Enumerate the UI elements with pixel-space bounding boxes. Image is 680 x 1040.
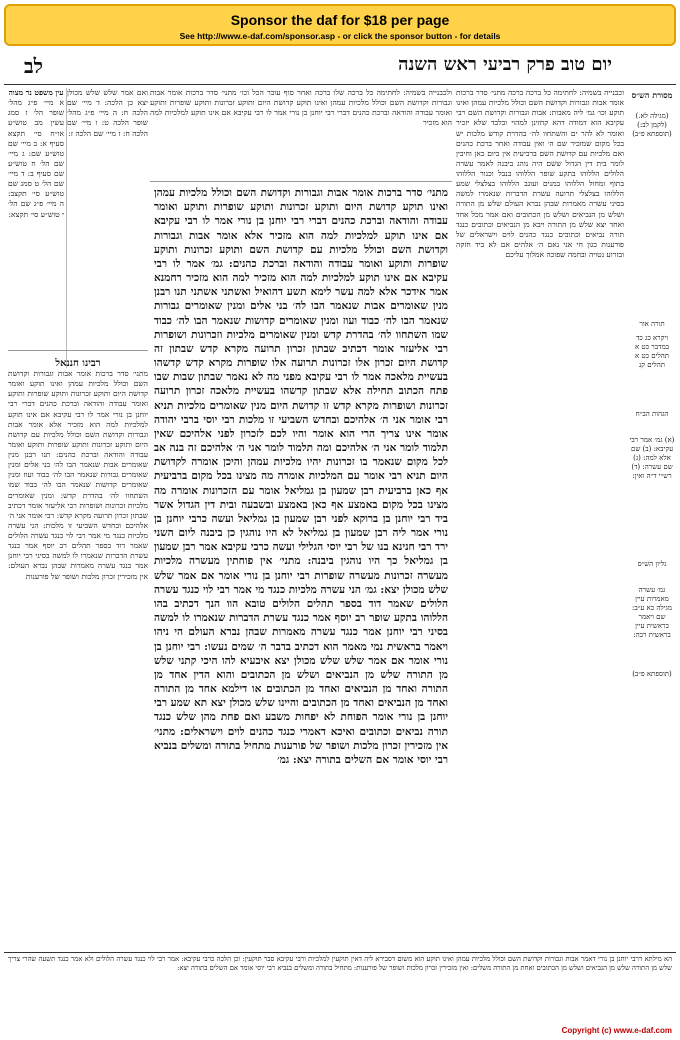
torah-or-heading: תורה אור — [639, 320, 665, 328]
page-title: יום טוב פרק רביעי ראש השנה — [398, 54, 612, 75]
ein-mishpat-column — [8, 88, 64, 318]
haggahot-notes: (א) גמ׳ אמר רבי עקיבא: (ב) שם אלא למה: (ג) שם עשרה: (ד) רש״י ד״ה ואין: — [629, 436, 675, 481]
gilyon-notes: גמ׳ עשרה מאמרות עיין מגילה כא ע״ב: שם ויאמר בראשית עיין בראשית רבה: — [631, 586, 673, 640]
page-header — [4, 54, 676, 80]
gemara-column — [150, 186, 452, 948]
talmud-page — [4, 50, 676, 1022]
bottom-commentary — [4, 952, 676, 1016]
rabbeinu-chananel-text: מתני׳ סדר ברכות אומר אבות וגבורות וקדושת השם וכולל מלכיות עמהן ואינו תוקע ואומר קדושת היום ותוקע זכרונות ותוקע שופרות ותוקע ואומר עבודה והודאה וברכת כהנים דברי רבי יוחנן בן נורי אמר לו רבי עקיבא אם אינו תוקע למלכיות למה הוא מזכיר אלא אומר אבות וגבורות וקדושת השם וכולל מלכיות עם קדושת היום ותוקע זכרונות ותוקע שופרות ותוקע ואומר עבודה והודאה וברכת כהנים: תנו רבנן מנין שאומרים אבות שנאמר הבו לה׳ בני אלים ומנין שאומרים גבורות שנאמר הבו לה׳ כבוד ועוז ומנין שאומרים קדושות שנאמר הבו לה׳ כבוד שמו השתחוו לה׳ בהדרת קדש: ומנין שאומרים מלכיות זכרונות ושופרות רבי אליעזר אומר דכתיב שבתון זכרון תרועה מקרא קדש: רבי אומר אני ה׳ אלהיכם ובחדש השביעי זו מלכות: הני עשרה מלכיות כנגד מי אמר רבי לוי כנגד עשרה הלולים שאמר דוד בספר תהלים רב יוסף אמר כנגד עשרת הדברות שנאמרו לו למשה בסיני רבי יוחנן אמר כנגד עשרה מאמרות שבהן נברא העולם: אין מזכירין זכרון מלכות ושופר של פורענות — [8, 369, 148, 581]
ein-mishpat-heading: עין משפט נר מצוה — [8, 88, 64, 97]
ein-mishpat-text: א מיי׳ פ״ג מהל׳ שופר הל׳ ז סמג עשין מב טוש״ע או״ח סי׳ תקצא סעיף א: ב מיי׳ שם טוש״ע שם: ג מיי׳ שם הל׳ ח טוש״ע שם סעיף ב: ד מיי׳ שם הל׳ ט סמג שם טוש״ע סי׳ תקצב: ה מיי׳ פ״ג שם הל׳ י טוש״ע סי׳ תקצא: — [8, 98, 64, 219]
rabbeinu-chananel-heading: רבינו חננאל — [55, 358, 101, 369]
left-notes-text: ואם אמר שלש שלש מכולן יצא כן הלכה: ד מיי׳ שם הלכה ח: ה מיי׳ פ״ג מהל׳ שופר הלכה ט: ו מיי׳ שם הלכה ח: ז מיי׳ שם הלכה ז: — [67, 88, 148, 138]
mesoret-hashas-heading: מסורת הש״ס — [631, 90, 673, 100]
rabbeinu-chananel-column — [8, 350, 148, 948]
page-number: לב — [24, 54, 43, 78]
copyright-notice[interactable]: Copyright (c) www.e-daf.com — [561, 1026, 672, 1035]
bottom-commentary-text: הא מילתא דרבי יוחנן בן נורי דאמר אבות וגבורות וקדושת השם וכולל מלכיות עמהן ואינו תוקע הוא משום דסבירא ליה דאין תוקעין למלכיות ורבי עקיבא סבר תוקעין: וכן הלכה כרבי עקיבא: אמר רבי לוי כנגד עשרה הלולים ולא אמר כנגד תשעה שהרי צריך שלש מן התורה שלש מן הנביאים ושלש מן הכתובים ואחת מן התורה משלים: ואין מזכירין זכרון מלכות ושופר של פורענות: מתחיל בתורה ומשלים בנביא רבי יוסי אומר אם השלים בתורה יצא: — [8, 955, 672, 972]
sponsor-subtitle[interactable]: See http://www.e-daf.com/sponsor.asp - or click the sponsor button - for details — [179, 31, 501, 41]
header-divider — [4, 84, 676, 85]
tosafot-top-block — [150, 88, 452, 182]
gemara-text: מתני׳ סדר ברכות אומר אבות וגבורות וקדושת השם וכולל מלכיות עמהן ואינו תוקע קדושת היום ותוקע זכרונות ותוקע שופרות ותוקע ואומר עבודה והודאה וברכת כהנים דברי רבי יוחנן בן נורי אמר לו רבי עקיבא אם אינו תוקע למלכיות למה הוא מזכיר אלא אומר אבות וגבורות וקדושת השם וכולל מלכיות עם קדושת השם ותוקע זכרונות ותוקע שופרות ותוקע ואומר עבודה והודאה וברכת כהנים: גמ׳ אמר לו רבי עקיבא אם אינו תוקע למלכיות למה הוא מזכיר למה הוא מזכיר רחמנא אמר אידכר אלא למה עשר לימא תשע דהואיל ואשתני אשתני תנו רבנן מנין שאומרים אבות שנאמר הבו לה׳ בני אלים ומנין שאומרים גבורות שנאמר הבו לה׳ כבוד ועוז ומנין שאומרים קדושות שנאמר הבו לה׳ כבוד שמו השתחוו לה׳ בהדרת קדש ומנין שאומרים מלכיות וזכרונות ושופרות רבי אליעזר אומר דכתיב שבתון זכרון תרועה מקרא קדש שבתון זה קדושת היום זכרון אלו זכרונות תרועה אלו שופרות מקרא קדש קדשהו בעשיית מלאכה אמר לו רבי עקיבא מפני מה לא נאמר שבתון שבות שבו פתח הכתוב תחילה אלא שבתון קדשהו בעשיית מלאכה זכרון תרועה זכרונות ושופרות מקרא קדש זו קדושת היום מנין שאומרים מלכיות תניא רבי אומר אני ה׳ אלהיכם ובחדש השביעי זו מלכות רבי יוסי ברבי יהודה אומר אינו צריך הרי הוא אומר והיו לכם לזכרון לפני אלהיכם שאין תלמוד לומר אני ה׳ אלהיכם ומה תלמוד לומר אני ה׳ אלהיכם זה בנה אב לכל מקום שנאמר בו זכרונות יהיו מלכיות עמהן והיכן אומרה לקדושת היום תניא רבי אומר עם המלכיות אומרה מה מצינו בכל מקום ברביעית אף כאן ברביעית רבן שמעון בן גמליאל אומר עם הזכרונות אומרה מה מצינו בכל מקום באמצע אף כאן באמצע ובשבעה ובית דין הגדול אשר ביד רבי יוחנן בן ברוקא לפני רבן שמעון בן גמליאל ועשה כרבי יוחנן בן נורי אמר ליה רבן שמעון בן גמליאל לא היו נוהגין כן ביבנה ליום השני ירד רבי חנינא בנו של רבי יוסי הגלילי ועשה כרבי עקיבא אמר רבן שמעון בן גמליאל כך היו נוהגין ביבנה: מתני׳ אין פוחתין מעשרה מלכיות מעשרה זכרונות מעשרה שופרות רבי יוחנן בן נורי אומר אם אמר שלש שלש מכולן יצא: גמ׳ הני עשרה מלכיות כנגד מי אמר רבי לוי כנגד עשרה הלולים שאמר דוד בספר תהלים הלולים טובא הוו הנך דכתיב בהו הללוהו בתקע שופר רב יוסף אמר כנגד עשרת הדברות שנאמרו לו למשה בסיני רבי יוחנן אמר כנגד עשרה מאמרות שבהן נברא העולם הי ניהו ויאמר בראשית נמי מאמר הוא דכתיב בדבר ה׳ שמים נעשו: רבי יוחנן בן נורי אומר אם אמר שלש שלש מכולן יצא איבעיא להו היכי קתני שלש מן התורה שלש מן הנביאים ושלש מן הכתובים והוא הדין אחד מן התורה ואחד מן הנביאים ואחד מן הכתובים או דילמא אחד מן התורה ואחד מן הנביאים ואחד מן הכתובים והיינו שלש מכולן יצא תא שמע רבי יוחנן בן נורי אומר הפוחת לא יפחות משבע ואם פחת מהן שלש כנגד תורה נביאים וכתובים ואיכא דאמרי כנגד כהנים לוים וישראלים: מתני׳ אין מזכירין זכרון מלכות ושופר של פורענות מתחיל בתורה ומשלים בנביא רבי יוסי אומר אם השלים בתורה יצא: גמ׳ — [154, 187, 448, 766]
rashi-column — [456, 88, 624, 948]
sponsor-banner[interactable] — [4, 4, 676, 46]
mesoret-notes: (מגילה לא.) (לקמן לב:) (תוספתא פ״ב) — [632, 112, 672, 139]
haggahot-habach-heading: הגהות הב״ח — [635, 410, 669, 418]
tosafot-top-text: ולכבנייה בשמיה: לחתימה כל ברכה שלו ברכה ואחר סוף עובר הכל וכו׳ מתני׳ סדר ברכות אומר אבות וגבורות וקדושת השם וכולל מלכיות עמהן ואינו תוקע קדושת היום ותוקע זכרונות ותוקע שופרות ותוקע ואומר עבודה והודאה וברכת כהנים דברי רבי יוחנן בן נורי אמר לו רבי עקיבא אם אינו תוקע למלכיות למה הוא מזכיר — [150, 88, 452, 128]
gilyon-hashas-heading: גליון הש״ס — [637, 560, 667, 568]
sponsor-title[interactable]: Sponsor the daf for $18 per page — [230, 12, 450, 28]
torah-or-notes: ויקרא כג כד במדבר כט א תהלים כט א תהלים קנ — [634, 334, 670, 370]
rashi-text: וכבנייה בשמיה: לחתימה כל ברכה ברכה מתני׳ סדר ברכות אומר אבות וגבורות וקדושת השם וכולל מלכיות עמהן ואינו תוקע וכו׳ גמ׳ ליה מאבות: אבות וגבורות וקדושת השם רבי עקיבא הוא דמודה דהא קחזינן למהוי ובלבד שלא יזכיר ואומר לא להר ים והשתחוו לה׳ בהדרת קודש מלכות יש בכל מקום שמזכיר שם ה׳ ואין עבודה ואחר ברכת כהנים ואם מלכיות עם קדושת השם ברביעית אין ביום כאן וחיבין לומר בית דין הגדול ששם היה נוהג ביבנה לאמר עשרה הלולים הללוהו בתקע שופר הללוהו בנבל וכנור הללוהו בתוף ומחול הללוהו במנים ועוגב הללוהו בצלצלי שמע הללוהו בצלצלי תרועה עשרת הדברות שנאמרו למשה בסיני עשרה מאמרות שבהן נברא העולם שלש מן התורה ושלש מן הנביאים ושלש מן הכתובים ואם אמר מכל אחד ואחד יצא שלש מן התורה ויבא מן הנביאים וכתובים כנגד תורה נביאים וכתובים כנגד כהנים לוים וישראלים של פורענות כגון חי אני נאם ה׳ אלהים אם לא ביד חזקה ובזרוע נטויה ובחמה שפוכה אמלוך עליכם — [456, 88, 624, 259]
tosefta-note: (תוספתא פ״ב) — [632, 670, 672, 678]
left-notes-column — [66, 88, 148, 368]
